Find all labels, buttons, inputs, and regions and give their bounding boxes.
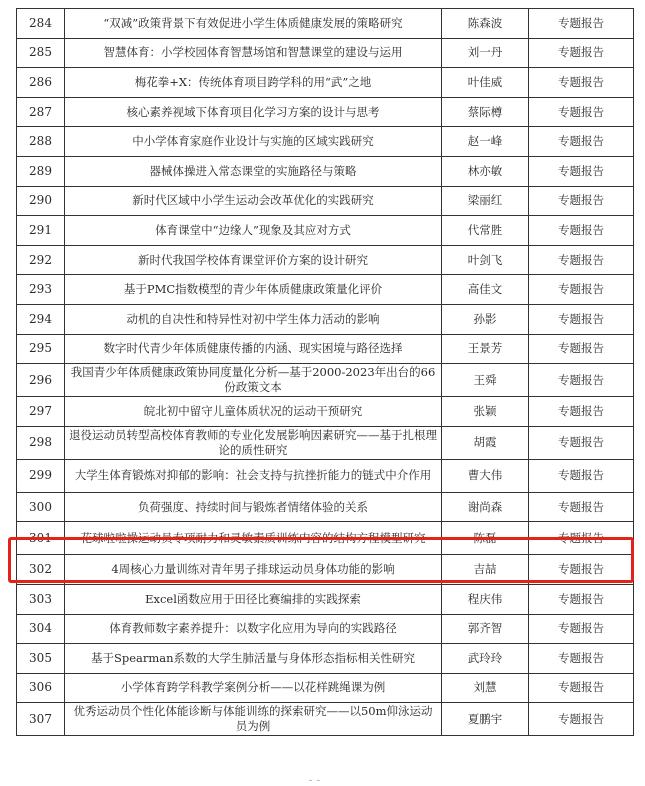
table-row xyxy=(17,245,634,275)
row-title: 中小学体育家庭作业设计与实施的区域实践研究 xyxy=(65,127,442,157)
row-author: 王舜 xyxy=(442,364,529,397)
table-row xyxy=(17,9,634,39)
row-type: 专题报告 xyxy=(529,156,634,186)
row-author: 武玲玲 xyxy=(442,644,529,674)
row-type: 专题报告 xyxy=(529,459,634,492)
row-author: 赵一峰 xyxy=(442,127,529,157)
row-title: 我国青少年体质健康政策协同度量化分析—基于2000-2023年出台的66份政策文本 xyxy=(65,364,442,397)
row-number: 284 xyxy=(17,9,65,39)
row-author: 陈森波 xyxy=(442,9,529,39)
table-row xyxy=(17,555,634,585)
row-number: 306 xyxy=(17,673,65,703)
row-type: 专题报告 xyxy=(529,38,634,68)
row-number: 285 xyxy=(17,38,65,68)
row-number: 292 xyxy=(17,245,65,275)
row-type: 专题报告 xyxy=(529,426,634,459)
row-title: 小学体育跨学科教学案例分析——以花样跳绳课为例 xyxy=(65,673,442,703)
table-row xyxy=(17,68,634,98)
row-title: Excel函数应用于田径比赛编排的实践探索 xyxy=(65,584,442,614)
row-type: 专题报告 xyxy=(529,245,634,275)
row-type: 专题报告 xyxy=(529,97,634,127)
table-row xyxy=(17,97,634,127)
row-number: 301 xyxy=(17,522,65,555)
row-title: 负荷强度、持续时间与锻炼者情绪体验的关系 xyxy=(65,492,442,522)
row-type: 专题报告 xyxy=(529,673,634,703)
row-title: 新时代我国学校体育课堂评价方案的设计研究 xyxy=(65,245,442,275)
row-title: 数字时代青少年体质健康传播的内涵、现实困境与路径选择 xyxy=(65,334,442,364)
row-title: 新时代区域中小学生运动会改革优化的实践研究 xyxy=(65,186,442,216)
row-number: 307 xyxy=(17,703,65,736)
row-author: 陈磊 xyxy=(442,522,529,555)
row-number: 287 xyxy=(17,97,65,127)
row-number: 304 xyxy=(17,614,65,644)
row-number: 289 xyxy=(17,156,65,186)
row-number: 295 xyxy=(17,334,65,364)
table-row xyxy=(17,703,634,736)
row-type: 专题报告 xyxy=(529,275,634,305)
row-author: 胡霞 xyxy=(442,426,529,459)
page-marker: - - xyxy=(309,776,321,786)
table-row xyxy=(17,186,634,216)
row-title: 花球啦啦操运动员专项耐力和灵敏素质训练内容的结构方程模型研究 xyxy=(65,522,442,555)
row-type: 专题报告 xyxy=(529,555,634,585)
row-title: 体育课堂中“边缘人”现象及其应对方式 xyxy=(65,216,442,246)
row-number: 298 xyxy=(17,426,65,459)
row-type: 专题报告 xyxy=(529,644,634,674)
table-row xyxy=(17,156,634,186)
row-title: 基于Spearman系数的大学生肺活量与身体形态指标相关性研究 xyxy=(65,644,442,674)
row-number: 302 xyxy=(17,555,65,585)
row-title: “双减”政策背景下有效促进小学生体质健康发展的策略研究 xyxy=(65,9,442,39)
row-number: 297 xyxy=(17,397,65,427)
row-title: 梅花拳+X：传统体育项目跨学科的用“武”之地 xyxy=(65,68,442,98)
table-row xyxy=(17,275,634,305)
row-number: 288 xyxy=(17,127,65,157)
row-title: 优秀运动员个性化体能诊断与体能训练的探索研究——以50m仰泳运动员为例 xyxy=(65,703,442,736)
table-row xyxy=(17,38,634,68)
row-author: 吉喆 xyxy=(442,555,529,585)
row-number: 303 xyxy=(17,584,65,614)
row-author: 郭齐智 xyxy=(442,614,529,644)
row-author: 张颖 xyxy=(442,397,529,427)
row-type: 专题报告 xyxy=(529,127,634,157)
table-row xyxy=(17,364,634,397)
row-type: 专题报告 xyxy=(529,186,634,216)
row-author: 孙影 xyxy=(442,304,529,334)
row-type: 专题报告 xyxy=(529,522,634,555)
table-row xyxy=(17,673,634,703)
row-title: 核心素养视域下体育项目化学习方案的设计与思考 xyxy=(65,97,442,127)
row-title: 大学生体育锻炼对抑郁的影响：社会支持与抗挫折能力的链式中介作用 xyxy=(65,459,442,492)
table-row xyxy=(17,584,634,614)
row-title: 退役运动员转型高校体育教师的专业化发展影响因素研究——基于扎根理论的质性研究 xyxy=(65,426,442,459)
row-type: 专题报告 xyxy=(529,703,634,736)
table-row xyxy=(17,334,634,364)
table-row xyxy=(17,522,634,555)
row-author: 夏鹏宇 xyxy=(442,703,529,736)
table-row xyxy=(17,614,634,644)
row-type: 专题报告 xyxy=(529,304,634,334)
row-author: 王景芳 xyxy=(442,334,529,364)
row-author: 林亦敏 xyxy=(442,156,529,186)
row-title: 皖北初中留守儿童体质状况的运动干预研究 xyxy=(65,397,442,427)
row-type: 专题报告 xyxy=(529,68,634,98)
table-row xyxy=(17,216,634,246)
row-title: 器械体操进入常态课堂的实施路径与策略 xyxy=(65,156,442,186)
row-author: 谢尚森 xyxy=(442,492,529,522)
row-author: 梁丽红 xyxy=(442,186,529,216)
row-author: 叶剑飞 xyxy=(442,245,529,275)
row-author: 蔡际樽 xyxy=(442,97,529,127)
row-number: 305 xyxy=(17,644,65,674)
row-type: 专题报告 xyxy=(529,364,634,397)
table-row xyxy=(17,397,634,427)
row-type: 专题报告 xyxy=(529,614,634,644)
row-author: 代常胜 xyxy=(442,216,529,246)
row-type: 专题报告 xyxy=(529,9,634,39)
table-row xyxy=(17,459,634,492)
row-number: 291 xyxy=(17,216,65,246)
row-author: 高佳文 xyxy=(442,275,529,305)
row-number: 299 xyxy=(17,459,65,492)
row-number: 290 xyxy=(17,186,65,216)
row-title: 动机的自决性和特异性对初中学生体力活动的影响 xyxy=(65,304,442,334)
table-row xyxy=(17,492,634,522)
table-body xyxy=(17,9,634,736)
row-number: 300 xyxy=(17,492,65,522)
row-author: 程庆伟 xyxy=(442,584,529,614)
row-title: 体育教师数字素养提升：以数字化应用为导向的实践路径 xyxy=(65,614,442,644)
row-number: 294 xyxy=(17,304,65,334)
table-row xyxy=(17,127,634,157)
row-type: 专题报告 xyxy=(529,216,634,246)
row-author: 刘一丹 xyxy=(442,38,529,68)
row-number: 293 xyxy=(17,275,65,305)
table-row xyxy=(17,644,634,674)
row-title: 4周核心力量训练对青年男子排球运动员身体功能的影响 xyxy=(65,555,442,585)
row-author: 叶佳威 xyxy=(442,68,529,98)
row-number: 286 xyxy=(17,68,65,98)
table-row xyxy=(17,304,634,334)
row-type: 专题报告 xyxy=(529,334,634,364)
row-author: 刘慧 xyxy=(442,673,529,703)
row-title: 基于PMC指数模型的青少年体质健康政策量化评价 xyxy=(65,275,442,305)
row-type: 专题报告 xyxy=(529,492,634,522)
row-author: 曹大伟 xyxy=(442,459,529,492)
papers-table xyxy=(16,8,634,736)
row-type: 专题报告 xyxy=(529,397,634,427)
row-number: 296 xyxy=(17,364,65,397)
row-type: 专题报告 xyxy=(529,584,634,614)
table-row xyxy=(17,426,634,459)
row-title: 智慧体育：小学校园体育智慧场馆和智慧课堂的建设与运用 xyxy=(65,38,442,68)
